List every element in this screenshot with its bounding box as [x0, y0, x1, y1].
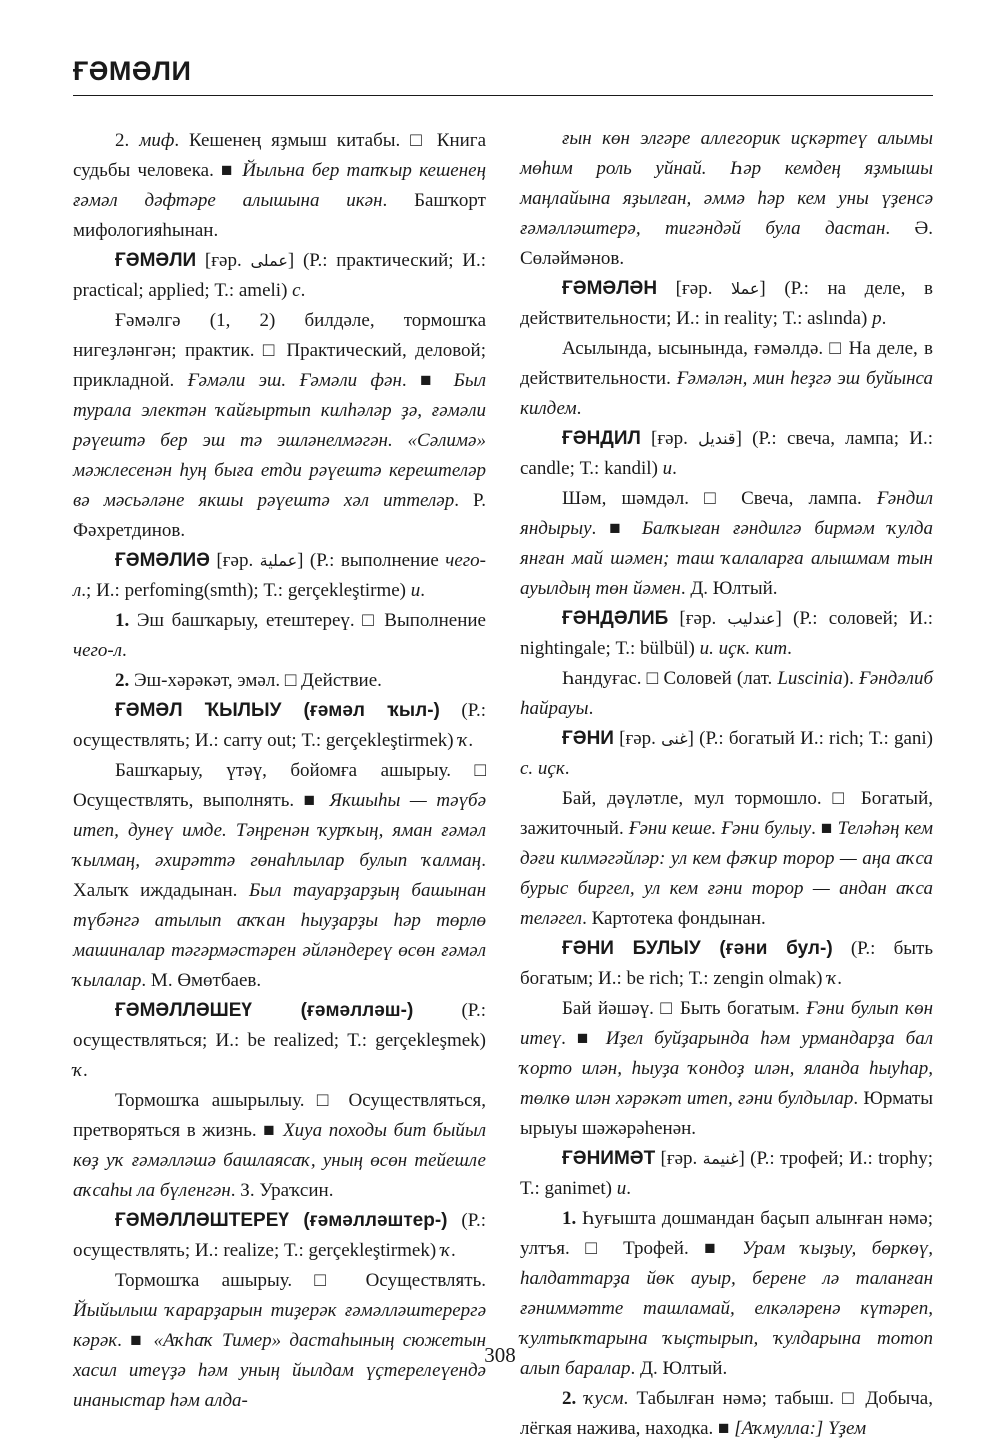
running-head: ҒӘМӘЛИ — [73, 56, 192, 86]
right-column-paragraph: Асылында, ысынында, ғәмәлдә. □ На деле, в действительности. Ғәмәлән, мин һеҙгә эш буйынса килдем. — [520, 338, 933, 419]
right-column-paragraph: ҒӘНИ БУЛЫУ (ғәни бул-) (Р.: быть богатым; И.: be rich; Т.: zengin olmak) ҡ. — [520, 938, 933, 989]
right-column-paragraph: Һандуғас. □ Соловей (лат. Luscinia). Ғәндәлиб һайрауы. — [520, 668, 934, 719]
right-column-paragraph: ҒӘМӘЛӘН [ғәр. عملا] (Р.: на деле, в действительности; И.: in reality; Т.: aslında) р. — [520, 278, 933, 329]
left-column-paragraph: ҒӘМӘЛЛӘШЕҮ (ғәмәлләш-) (Р.: осуществляться; И.: be realized; Т.: gerçekleşmek) ҡ. — [73, 1000, 486, 1081]
left-column-paragraph: Башҡарыу, үтәү, бойомға ашырыу. □ Осуществлять, выполнять. ■ Якшыһы — тәүбә итеп, дунеү имде. Тәңренән ҡурҡың, яман ғәмәл ҡылмаң, әхирәттә гөнаһлылар булып ҡалмаң. Халыҡ иждадынан. Был тауарҙарҙың башынан түбәнгә атылып аҡҡан һыуҙарҙы һәр төрлө машиналар тәгәрмәстәрен әйләндереү өсөн ғәмәл ҡылалар. М. Өмөтбаев. — [73, 760, 487, 991]
left-column-paragraph: Ғәмәлгә (1, 2) билдәле, тормошҡа нигеҙләнгән; практик. □ Практический, деловой; прикладной. Ғәмәли эш. Ғәмәли фән. ■ Был турала электән ҡайғыртып килһәләр ҙә, ғәмәли рәүештә бер эш тә эшләнелмәгән. «Сәлимә» мәжлесенән һуң быға етди рәүештә керештеләр вә мәсьәләне якшы рәүештә хәл иттеләр. Р. Фәхретдинов. — [73, 310, 486, 541]
right-column-paragraph: Бай йәшәү. □ Быть богатым. Ғәни булып көн итеү. ■ Иҙел буйҙарында һәм урмандарҙа бал ҡорто илән, һыуҙа ҡондоҙ илән, яланда һыуһар, төлкө илән хәрәкәт итеп, ғәни булдылар. Юрматы ырыуы шәжәрәһенән. — [520, 998, 933, 1139]
left-column-paragraph: ҒӘМӘЛЛӘШТЕРЕҮ (ғәмәлләштер-) (Р.: осуществлять; И.: realize; Т.: gerçekleştirmek) ҡ. — [73, 1210, 486, 1261]
right-column-paragraph: 1. Һуғышта дошмандан баҫып алынған нәмә; ултъя. □ Трофей. ■ Урам ҡыҙыу, бөркөү, һалдаттарҙа йөк ауыр, берене лә таланған ғәниммәтте ташламай, елкәләренә күтәреп, ҡултыҡтарына ҡыҫтырып, ҡулдарына тотоп алып баралар. Д. Юлтый. — [520, 1208, 933, 1379]
left-column-paragraph: ҒӘМӘЛ ҠЫЛЫУ (ғәмәл ҡыл-) (Р.: осуществлять; И.: carry out; Т.: gerçekleştirmek) ҡ. — [73, 700, 486, 751]
right-column — [520, 124, 933, 1444]
page-number: 308 — [484, 1343, 516, 1367]
left-column-paragraph: ҒӘМӘЛИ [ғәр. عملى] (Р.: практический; И.: practical; applied; Т.: ameli) с. — [73, 250, 486, 301]
right-column-paragraph: Бай, дәүләтле, мул тормошло. □ Богатый, зажиточный. Ғәни кеше. Ғәни булыу. ■ Теләһәң кем дәғи килмәгәйләр: ул кем фәҡир тороp — аңа аҡса бурыс биргел, ул кем ғәни тороp — андан аҡса теләгел. Картотека фондынан. — [520, 788, 933, 929]
right-column-paragraph: ғын көн элгәре аллегорик иҫкәртеү алымы мөһим роль уйнай. Һәр кемдең яҙмышы маңлайына яҙылған, әммә һәр кем уны үҙенсә ғәмәлләштерә, тигәндәй була дастан. Ә. Сөләймәнов. — [520, 128, 933, 269]
left-column-paragraph: ҒӘМӘЛИӘ [ғәр. عملية] (Р.: выполнение чего-л.; И.: perfoming(smth); Т.: gerçekleştirme) и. — [73, 550, 486, 601]
right-column-paragraph: ҒӘНДӘЛИБ [ғәр. عندليب] (Р.: соловей; И.: nightingale; Т.: bülbül) и. иҫк. кит. — [520, 608, 933, 659]
right-column-paragraph: ҒӘНДИЛ [ғәр. قنديل] (Р.: свеча, лампа; И.: candle; Т.: kandil) и. — [520, 428, 934, 479]
left-column-paragraph: Тормошҡа ашырыу. □ Осуществлять. Йыйылыш ҡарарҙарын тиҙерәк ғәмәлләштерергә кәрәк. ■ «Аҡһаҡ Тимер» дастаһының сюжетын хасил итеүҙә һәм уның йылдам үҫтерелеүендә инаныстар һәм алда- — [73, 1270, 486, 1411]
left-column-paragraph: 2. миф. Кешенең яҙмыш китабы. □ Книга судьбы человека. ■ Йыльна бер тапҡыр кешенең ғәмәл дәфтәре алышына икән. Башҡорт мифологияһынан. — [73, 130, 487, 241]
left-column-paragraph: 2. Эш-хәрәкәт, эмәл. □ Действие. — [115, 670, 382, 691]
right-column-paragraph: 2. ҡусм. Табылған нәмә; табыш. □ Добыча, лёгкая нажива, находка. ■ [Аҡмулла:] Үҙем — [520, 1388, 933, 1439]
left-column-paragraph: 1. Эш башҡарыу, етештереү. □ Выполнение чего-л. — [73, 610, 486, 661]
left-column-paragraph: Тормошҡа ашырылыу. □ Осуществляться, претворяться в жизнь. ■ Хиуа походы бит быйыл көҙ уҡ ғәмәлләшә башлаясаҡ, уның өсөн тейешле аҡсаһы ла бүленгән. З. Ураҡсин. — [73, 1090, 486, 1201]
header-rule — [73, 95, 933, 96]
left-column — [73, 126, 486, 1416]
right-column-paragraph: ҒӘНИМӘТ [ғәр. غنيمة] (Р.: трофей; И.: trophy; Т.: ganimet) и. — [520, 1148, 933, 1199]
right-column-paragraph: ҒӘНИ [ғәр. غنى] (Р.: богатый И.: rich; Т.: gani) с. иҫк. — [520, 728, 933, 779]
right-column-paragraph: Шәм, шәмдәл. □ Свеча, лампа. Ғәндил яндырыу. ■ Балҡыған ғәндилгә бирмәм ҡулда янған май шәмен; таш ҡалаларға алышмам тын ауылдың төн йәмен. Д. Юлтый. — [520, 488, 933, 599]
